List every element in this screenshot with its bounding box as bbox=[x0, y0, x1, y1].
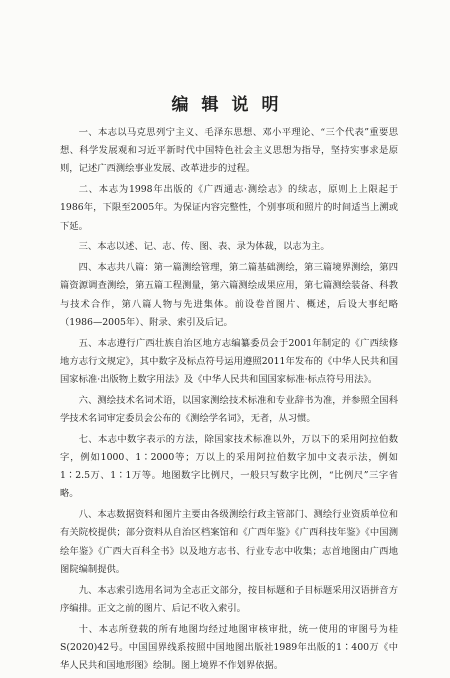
paragraph-1: 一、本志以马克思列宁主义、毛泽东思想、邓小平理论、“三个代表”重要思想、科学发展观和习近平新时代中国特色社会主义思想为指导，坚持实事求是原则，记述广西测绘事业发展、改革进步的过程。 bbox=[60, 127, 398, 175]
paragraph-4: 四、本志共八篇：第一篇测绘管理，第二篇基础测绘，第三篇境界测绘，第四篇资源调查测绘，第五篇工程测量，第六篇测绘成果应用，第七篇测绘装备、科教与技术合作，第八篇人物与先进集体。前设卷首图片、概述，后设大事纪略（1986—2005年）、附录、索引及后记。 bbox=[60, 262, 398, 328]
paragraph-3: 三、本志以述、记、志、传、图、表、录为体裁，以志为主。 bbox=[78, 241, 330, 253]
document-body bbox=[60, 124, 398, 678]
paragraph-5: 五、本志遵行广西壮族自治区地方志编纂委员会于2001年制定的《广西续修地方志行文规定》，其中数字及标点符号运用遵照2011年发布的《中华人民共和国国家标准·出版物上数字用法》及《中华人民共和国国家标准·标点符号用法》。 bbox=[60, 337, 398, 386]
paragraph-6: 六、测绘技术名词术语，以国家测绘技术标准和专业辞书为准，并参照全国科学技术名词审定委员会公布的《测绘学名词》，无者，从习惯。 bbox=[60, 394, 398, 425]
paragraph-2: 二、本志为1998年出版的《广西通志·测绘志》的续志，原则上上限起于1986年，下限至2005年。为保证内容完整性，个别事项和照片的时间适当上溯或下延。 bbox=[60, 184, 398, 232]
paragraph-9: 九、本志索引选用名词为全志正文部分，按目标题和子目标题采用汉语拼音方序编排。正文之前的图片、后记不收入索引。 bbox=[60, 584, 398, 614]
paragraph-10: 十、本志所登载的所有地图均经过地图审核审批，统一使用的审图号为桂S(2020)42号。中国国界线系按照中国地图出版社1989年出版的1∶400万《中华人民共和国地形图》绘制。图上境界不作划界依据。 bbox=[60, 623, 398, 672]
page-title: 编辑说明 bbox=[171, 95, 292, 115]
paragraph-8: 八、本志数据资料和图片主要由各级测绘行政主管部门、测绘行业资质单位和有关院校提供；部分资料从自治区档案馆和《广西年鉴》《广西科技年鉴》《中国测绘年鉴》《广西大百科全书》以及地方志书、行业专志中收集；志首地图由广西地图院编制提供。 bbox=[60, 509, 398, 575]
paragraph-7: 七、本志中数字表示的方法，除国家技术标准以外，万以下的采用阿拉伯数字，例如1000、1∶2000等；万以上的采用阿拉伯数字加中文表示法，例如1∶2.5万、1∶1万等。地图数字比例尺，一般只写数字比例，“比例尺”三字省略。 bbox=[60, 433, 398, 500]
